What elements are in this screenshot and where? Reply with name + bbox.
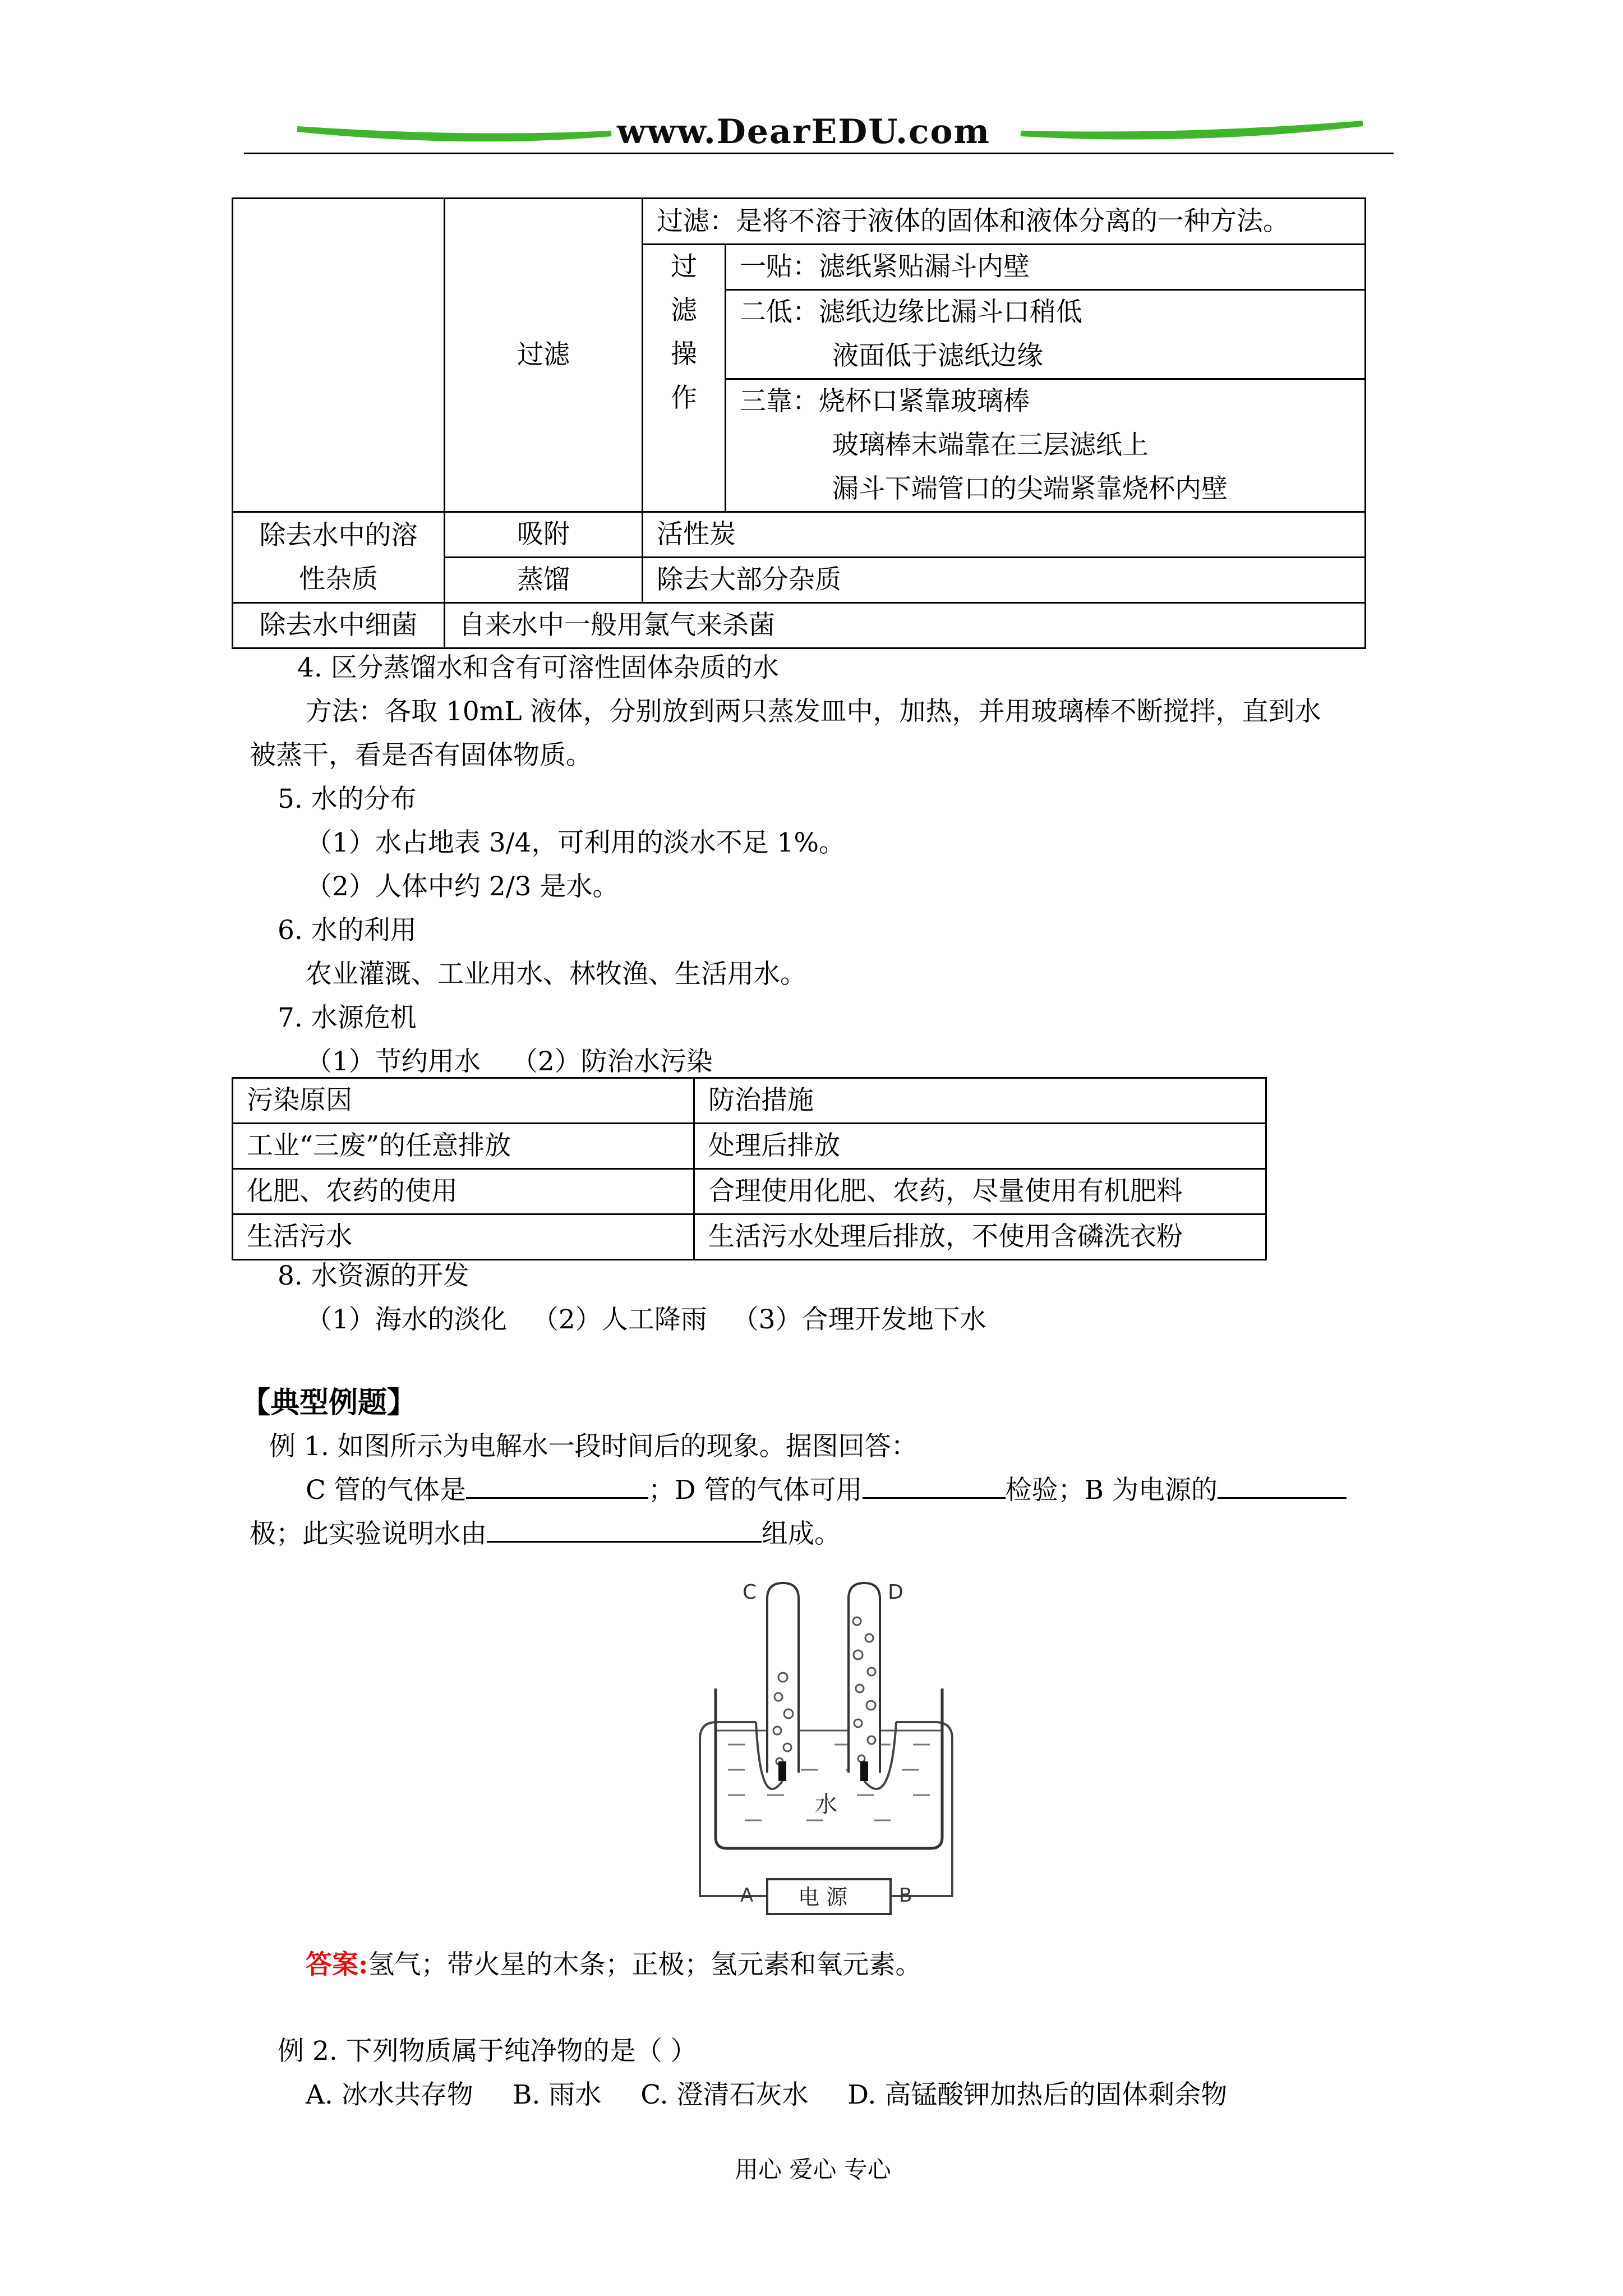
right-swoosh	[1021, 123, 1363, 137]
table-row: 合理使用化肥、农药，尽量使用有机肥料	[694, 1169, 1266, 1214]
pollution-table	[232, 1077, 1267, 1260]
left-swoosh	[297, 129, 611, 139]
purification-table	[232, 197, 1366, 649]
table-row: 化肥、农药的使用	[233, 1169, 694, 1214]
examples-title: 【典型例题】	[241, 1386, 417, 1420]
bacteria-desc: 自来水中一般用氯气来杀菌	[445, 603, 1366, 648]
adsorb-label: 吸附	[445, 512, 643, 558]
blank-water-composition[interactable]	[487, 1513, 762, 1543]
answer-label: 答案:	[306, 1949, 368, 1980]
example1-blanks-line1: C 管的气体是 ；D 管的气体可用 检验；B 为电源的	[306, 1469, 1347, 1512]
table1-empty-cell	[233, 199, 445, 512]
blank-c-gas[interactable]	[466, 1469, 648, 1499]
blank-b-pole[interactable]	[1218, 1469, 1347, 1499]
pollution-header-cause: 污染原因	[233, 1078, 694, 1124]
adsorb-desc: 活性炭	[643, 512, 1366, 558]
section8-items: （1）海水的淡化 （2）人工降雨 （3）合理开发地下水	[306, 1304, 986, 1335]
label-a: A	[740, 1884, 754, 1907]
section6-heading: 6. 水的利用	[278, 915, 417, 946]
section5-item2: （2）人体中约 2/3 是水。	[306, 871, 619, 902]
filter-operations-label: 过 滤 操 作	[643, 245, 726, 512]
answer-text: 氢气；带火星的木条；正极；氢元素和氧元素。	[368, 1949, 922, 1980]
option-b[interactable]: B. 雨水	[512, 2079, 602, 2110]
label-d: D	[888, 1581, 903, 1604]
section8-heading: 8. 水资源的开发	[278, 1260, 469, 1291]
site-logo: www.DearEDU.com	[617, 112, 991, 151]
bacteria-label: 除去水中细菌	[233, 603, 445, 648]
electrolysis-diagram	[689, 1576, 969, 1935]
table-row: 处理后排放	[694, 1124, 1266, 1169]
op-two-low: 二低：滤纸边缘比漏斗口稍低 液面低于滤纸边缘	[726, 290, 1366, 379]
example2-options	[306, 2073, 1227, 2117]
header-rule	[244, 153, 1394, 154]
op-three-lean: 三靠：烧杯口紧靠玻璃棒 玻璃棒末端靠在三层滤纸上 漏斗下端管口的尖端紧靠烧杯内壁	[726, 379, 1366, 512]
option-a[interactable]: A. 冰水共存物	[306, 2079, 473, 2110]
example1-answer	[306, 1943, 921, 1987]
pollution-header-measure: 防治措施	[694, 1078, 1266, 1124]
section4-method-line2: 被蒸干，看是否有固体物质。	[250, 740, 592, 771]
filter-label: 过滤	[445, 199, 643, 512]
blank-d-test[interactable]	[863, 1469, 1006, 1499]
section7-heading: 7. 水源危机	[278, 1002, 417, 1033]
table-row: 生活污水	[233, 1214, 694, 1260]
distill-desc: 除去大部分杂质	[643, 558, 1366, 603]
soluble-impurity-label: 除去水中的溶 性杂质	[233, 512, 445, 603]
label-water: 水	[815, 1792, 837, 1818]
example1-blanks-line2: 极；此实验说明水由 组成。	[250, 1512, 841, 1556]
label-power: 电 源	[798, 1885, 848, 1910]
option-d[interactable]: D. 高锰酸钾加热后的固体剩余物	[847, 2079, 1228, 2110]
op-one-stick: 一贴：滤纸紧贴漏斗内壁	[726, 245, 1366, 290]
section4-heading: 4. 区分蒸馏水和含有可溶性固体杂质的水	[297, 652, 779, 683]
distill-label: 蒸馏	[445, 558, 643, 603]
section5-heading: 5. 水的分布	[278, 784, 417, 815]
example1-question: 例 1. 如图所示为电解水一段时间后的现象。据图回答：	[269, 1431, 917, 1462]
option-c[interactable]: C. 澄清石灰水	[640, 2079, 809, 2110]
example2-question: 例 2. 下列物质属于纯净物的是（ ）	[278, 2036, 697, 2067]
filter-definition: 过滤：是将不溶于液体的固体和液体分离的一种方法。	[643, 199, 1366, 245]
label-b: B	[899, 1884, 912, 1907]
label-c: C	[743, 1581, 757, 1604]
table-row: 生活污水处理后排放，不使用含磷洗衣粉	[694, 1214, 1266, 1260]
section4-method-line1: 方法：各取 10mL 液体，分别放到两只蒸发皿中，加热，并用玻璃棒不断搅拌，直到水	[306, 696, 1321, 727]
page-footer: 用心 爱心 专心	[735, 2156, 891, 2183]
table-row: 工业“三废”的任意排放	[233, 1124, 694, 1169]
section7-items: （1）节约用水 （2）防治水污染	[306, 1046, 713, 1077]
section5-item1: （1）水占地表 3/4，可利用的淡水不足 1%。	[306, 827, 845, 858]
section6-body: 农业灌溉、工业用水、林牧渔、生活用水。	[306, 959, 806, 990]
